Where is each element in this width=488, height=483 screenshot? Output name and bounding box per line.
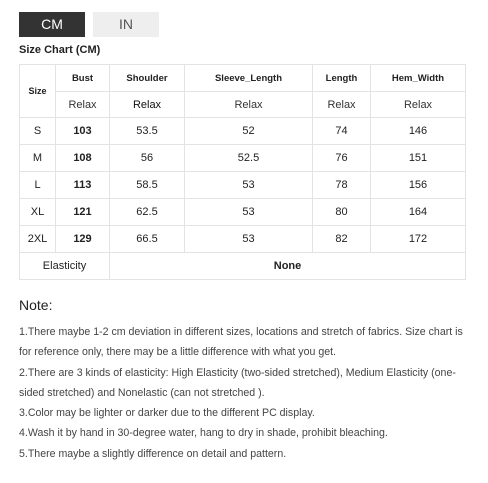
length-cell: 76 <box>313 145 371 172</box>
column-header-sleeve-length: Sleeve_Length <box>185 65 313 92</box>
size-table <box>19 64 466 280</box>
column-header-bust: Bust <box>56 65 110 92</box>
note-item: 1.There maybe 1-2 cm deviation in different sizes, locations and stretch of fabrics. Size chart is for reference only, there may be a little difference with what you get. <box>19 326 463 359</box>
hem-width-cell: 151 <box>371 145 466 172</box>
table-row <box>20 172 466 199</box>
shoulder-cell: 56 <box>110 145 185 172</box>
table-header-row <box>20 65 466 92</box>
bust-cell: 113 <box>56 172 110 199</box>
sleeve-length-cell: 53 <box>185 226 313 253</box>
column-header-length: Length <box>313 65 371 92</box>
size-label: M <box>20 145 56 172</box>
size-chart-title: Size Chart (CM) <box>19 44 101 56</box>
note-item: 2.There are 3 kinds of elasticity: High Elasticity (two-sided stretched), Medium Elasticity (one-sided stretched) and Nonelastic (can not stretched ). <box>19 366 456 399</box>
sleeve-length-cell: 52 <box>185 118 313 145</box>
fit-cell: Relax <box>56 92 110 118</box>
elasticity-row <box>20 253 466 280</box>
fit-cell: Relax <box>185 92 313 118</box>
size-label: L <box>20 172 56 199</box>
fit-cell: Relax <box>313 92 371 118</box>
table-row <box>20 226 466 253</box>
sleeve-length-cell: 52.5 <box>185 145 313 172</box>
table-row <box>20 199 466 226</box>
hem-width-cell: 146 <box>371 118 466 145</box>
fit-cell: Relax <box>371 92 466 118</box>
bust-cell: 108 <box>56 145 110 172</box>
note-title: Note: <box>19 297 53 313</box>
length-cell: 82 <box>313 226 371 253</box>
notes-list <box>19 322 465 464</box>
note-item: 4.Wash it by hand in 30-degree water, hang to dry in shade, prohibit bleaching. <box>19 427 388 440</box>
column-header-hem-width: Hem_Width <box>371 65 466 92</box>
elasticity-label: Elasticity <box>20 253 110 280</box>
unit-cm-button[interactable]: CM <box>19 12 85 37</box>
sleeve-length-cell: 53 <box>185 172 313 199</box>
shoulder-cell: 58.5 <box>110 172 185 199</box>
fit-row <box>20 92 466 118</box>
unit-toggle <box>19 12 159 37</box>
unit-in-button[interactable]: IN <box>93 12 159 37</box>
hem-width-cell: 164 <box>371 199 466 226</box>
length-cell: 74 <box>313 118 371 145</box>
bust-cell: 103 <box>56 118 110 145</box>
size-label: S <box>20 118 56 145</box>
bust-cell: 129 <box>56 226 110 253</box>
shoulder-cell: 66.5 <box>110 226 185 253</box>
size-column-header: Size <box>20 65 56 118</box>
shoulder-cell: 62.5 <box>110 199 185 226</box>
elasticity-value: None <box>110 253 466 280</box>
note-item: 3.Color may be lighter or darker due to the different PC display. <box>19 407 315 420</box>
table-row <box>20 145 466 172</box>
hem-width-cell: 156 <box>371 172 466 199</box>
column-header-shoulder: Shoulder <box>110 65 185 92</box>
hem-width-cell: 172 <box>371 226 466 253</box>
note-item: 5.There maybe a slightly difference on detail and pattern. <box>19 447 287 460</box>
sleeve-length-cell: 53 <box>185 199 313 226</box>
shoulder-cell: 53.5 <box>110 118 185 145</box>
length-cell: 80 <box>313 199 371 226</box>
table-row <box>20 118 466 145</box>
size-label: 2XL <box>20 226 56 253</box>
length-cell: 78 <box>313 172 371 199</box>
bust-cell: 121 <box>56 199 110 226</box>
fit-cell: Relax <box>110 92 185 118</box>
size-label: XL <box>20 199 56 226</box>
